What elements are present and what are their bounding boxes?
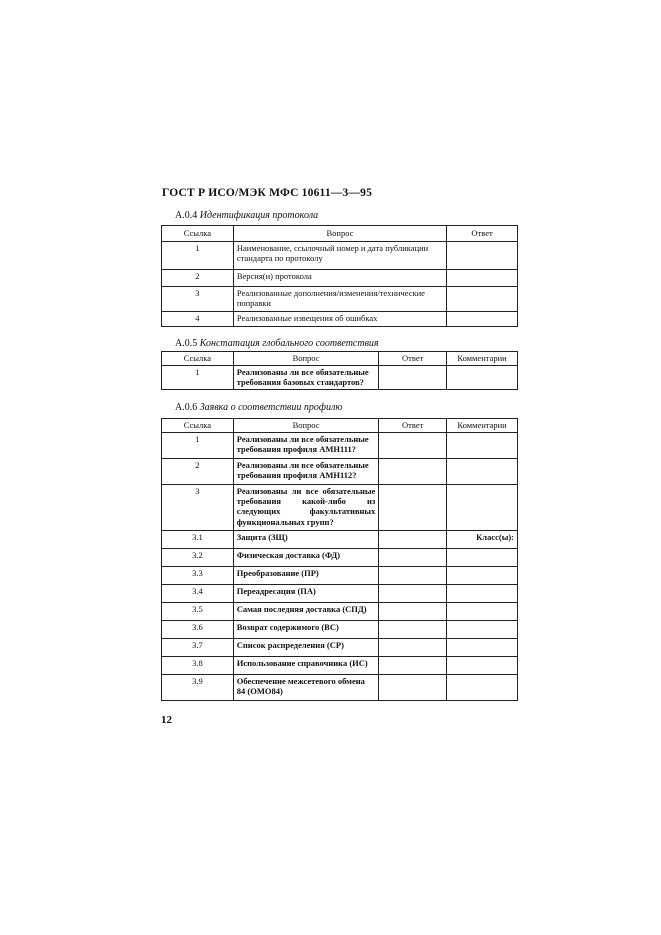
table-row [162,531,518,549]
table-row [162,242,518,270]
ref-cell: 3 [162,287,234,312]
question-cell: Версия(и) протокола [233,270,446,287]
column-header-question: Вопрос [233,226,446,242]
column-header-question: Вопрос [233,419,379,433]
table-row [162,312,518,327]
question-cell: Самая последняя доставка (СПД) [233,603,379,621]
question-cell: Реализованные извещения об ошибках [233,312,446,327]
table-row [162,459,518,485]
comment-cell[interactable] [447,549,518,567]
column-header-answer: Ответ [379,352,447,366]
section-name: Констатация глобального соответствия [199,338,379,349]
column-header-ref: Ссылка [162,226,234,242]
ref-cell: 4 [162,312,234,327]
comment-cell[interactable] [447,585,518,603]
table-row [162,675,518,701]
question-cell: Реализованные дополнения/изменения/технические поправки [233,287,446,312]
column-header-ref: Ссылка [162,352,234,366]
ref-cell: 1 [162,433,234,459]
table-row [162,585,518,603]
question-cell: Переадресация (ПА) [233,585,379,603]
ref-cell: 3 [162,485,234,531]
section-name: Идентификация протокола [199,210,319,221]
answer-cell[interactable] [379,639,447,657]
question-cell: Реализованы ли все обязательные требования профиля АМН112? [233,459,379,485]
answer-cell[interactable] [379,657,447,675]
table-global-conformance [161,351,518,390]
ref-cell: 3.9 [162,675,234,701]
comment-cell[interactable] [447,567,518,585]
table-row [162,433,518,459]
table-row [162,270,518,287]
table-row [162,639,518,657]
table-row [162,567,518,585]
table-profile-conformance [161,418,518,701]
ref-cell: 2 [162,459,234,485]
document-header: ГОСТ Р ИСО/МЭК МФС 10611—3—95 [162,187,373,199]
answer-cell[interactable] [379,531,447,549]
section-title-a04 [175,210,318,221]
section-number: А.0.4 [175,210,198,221]
column-header-answer: Ответ [447,226,518,242]
comment-cell[interactable]: Класс(ы): [447,531,518,549]
ref-cell: 2 [162,270,234,287]
question-cell: Возврат содержимого (ВС) [233,621,379,639]
ref-cell: 3.5 [162,603,234,621]
answer-cell[interactable] [379,459,447,485]
comment-cell[interactable] [447,657,518,675]
section-name: Заявка о соответствии профилю [199,402,343,413]
table-row [162,657,518,675]
question-cell: Список распределения (СР) [233,639,379,657]
comment-cell[interactable] [447,675,518,701]
column-header-answer: Ответ [379,419,447,433]
question-cell: Наименование, ссылочный номер и дата публикации стандарта по протоколу [233,242,446,270]
ref-cell: 3.7 [162,639,234,657]
table-row [162,549,518,567]
answer-cell[interactable] [447,287,518,312]
comment-cell[interactable] [447,433,518,459]
page-number: 12 [161,714,172,726]
column-header-ref: Ссылка [162,419,234,433]
ref-cell: 1 [162,366,234,390]
comment-cell[interactable] [447,485,518,531]
answer-cell[interactable] [447,242,518,270]
table-row [162,621,518,639]
table-row [162,287,518,312]
table-row [162,485,518,531]
answer-cell[interactable] [379,585,447,603]
answer-cell[interactable] [379,603,447,621]
column-header-comments: Комментарии [447,419,518,433]
comment-cell[interactable] [447,603,518,621]
ref-cell: 3.4 [162,585,234,603]
column-header-question: Вопрос [233,352,379,366]
question-cell: Реализованы ли все обязательные требования базовых стандартов? [233,366,379,390]
answer-cell[interactable] [379,675,447,701]
answer-cell[interactable] [447,312,518,327]
question-cell: Защита (ЗЩ) [233,531,379,549]
question-cell: Реализованы ли все обязательные требования какой-либо из следующих факультативных функциональных групп? [233,485,379,531]
answer-cell[interactable] [379,549,447,567]
question-cell: Использование справочника (ИС) [233,657,379,675]
section-title-a06 [175,402,342,413]
question-cell: Обеспечение межсетевого обмена 84 (ОМО84) [233,675,379,701]
answer-cell[interactable] [379,485,447,531]
comment-cell[interactable] [447,366,518,390]
comment-cell[interactable] [447,621,518,639]
column-header-comments: Комментарии [447,352,518,366]
question-cell: Физическая доставка (ФД) [233,549,379,567]
section-number: А.0.6 [175,402,198,413]
answer-cell[interactable] [379,621,447,639]
answer-cell[interactable] [379,433,447,459]
ref-cell: 3.1 [162,531,234,549]
question-cell: Преобразование (ПР) [233,567,379,585]
answer-cell[interactable] [379,567,447,585]
table-protocol-identification [161,225,518,327]
section-title-a05 [175,338,379,349]
ref-cell: 3.3 [162,567,234,585]
comment-cell[interactable] [447,459,518,485]
question-cell: Реализованы ли все обязательные требования профиля АМН111? [233,433,379,459]
section-number: А.0.5 [175,338,198,349]
answer-cell[interactable] [379,366,447,390]
table-row [162,366,518,390]
table-row [162,603,518,621]
ref-cell: 3.6 [162,621,234,639]
ref-cell: 1 [162,242,234,270]
comment-cell[interactable] [447,639,518,657]
ref-cell: 3.2 [162,549,234,567]
answer-cell[interactable] [447,270,518,287]
ref-cell: 3.8 [162,657,234,675]
